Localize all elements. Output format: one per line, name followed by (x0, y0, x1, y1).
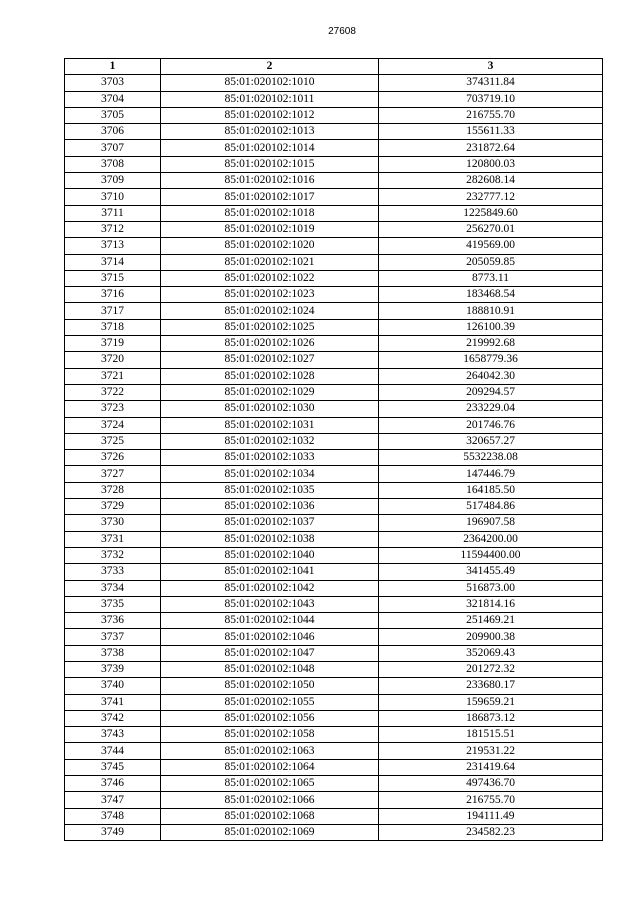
row-number-cell: 3720 (65, 352, 161, 368)
table-row (65, 547, 603, 563)
row-number-cell: 3736 (65, 613, 161, 629)
row-number-cell: 3706 (65, 124, 161, 140)
row-number-cell: 3742 (65, 710, 161, 726)
row-number-cell: 3747 (65, 792, 161, 808)
cadastral-number-cell: 85:01:020102:1056 (161, 710, 379, 726)
cadastral-number-cell: 85:01:020102:1012 (161, 107, 379, 123)
table-row (65, 140, 603, 156)
table-row (65, 580, 603, 596)
value-cell: 374311.84 (379, 75, 603, 91)
row-number-cell: 3726 (65, 450, 161, 466)
cadastral-number-cell: 85:01:020102:1048 (161, 661, 379, 677)
value-cell: 232777.12 (379, 189, 603, 205)
row-number-cell: 3745 (65, 759, 161, 775)
cadastral-number-cell: 85:01:020102:1058 (161, 727, 379, 743)
row-number-cell: 3749 (65, 824, 161, 840)
table-row (65, 596, 603, 612)
row-number-cell: 3739 (65, 661, 161, 677)
table-body (65, 75, 603, 841)
row-number-cell: 3731 (65, 531, 161, 547)
row-number-cell: 3738 (65, 645, 161, 661)
page-number: 27608 (328, 26, 356, 37)
row-number-cell: 3716 (65, 287, 161, 303)
table-row (65, 499, 603, 515)
value-cell: 201746.76 (379, 417, 603, 433)
column-header-value: 3 (379, 59, 603, 75)
cadastral-number-cell: 85:01:020102:1023 (161, 287, 379, 303)
cadastral-number-cell: 85:01:020102:1011 (161, 91, 379, 107)
value-cell: 321814.16 (379, 596, 603, 612)
row-number-cell: 3707 (65, 140, 161, 156)
table-header (65, 59, 603, 75)
cadastral-number-cell: 85:01:020102:1025 (161, 319, 379, 335)
row-number-cell: 3730 (65, 515, 161, 531)
row-number-cell: 3722 (65, 384, 161, 400)
value-cell: 194111.49 (379, 808, 603, 824)
column-header-number: 1 (65, 59, 161, 75)
value-cell: 282608.14 (379, 173, 603, 189)
cadastral-number-cell: 85:01:020102:1034 (161, 466, 379, 482)
cadastral-number-cell: 85:01:020102:1044 (161, 613, 379, 629)
cadastral-number-cell: 85:01:020102:1066 (161, 792, 379, 808)
value-cell: 147446.79 (379, 466, 603, 482)
value-cell: 219531.22 (379, 743, 603, 759)
row-number-cell: 3703 (65, 75, 161, 91)
value-cell: 205059.85 (379, 254, 603, 270)
table-row (65, 384, 603, 400)
cadastral-number-cell: 85:01:020102:1038 (161, 531, 379, 547)
table-row (65, 270, 603, 286)
value-cell: 159659.21 (379, 694, 603, 710)
row-number-cell: 3729 (65, 499, 161, 515)
cadastral-number-cell: 85:01:020102:1055 (161, 694, 379, 710)
table-row (65, 515, 603, 531)
table-row (65, 173, 603, 189)
cadastral-number-cell: 85:01:020102:1043 (161, 596, 379, 612)
row-number-cell: 3733 (65, 564, 161, 580)
cadastral-number-cell: 85:01:020102:1018 (161, 205, 379, 221)
cadastral-number-cell: 85:01:020102:1041 (161, 564, 379, 580)
value-cell: 231872.64 (379, 140, 603, 156)
cadastral-number-cell: 85:01:020102:1020 (161, 238, 379, 254)
value-cell: 703719.10 (379, 91, 603, 107)
cadastral-number-cell: 85:01:020102:1024 (161, 303, 379, 319)
value-cell: 181515.51 (379, 727, 603, 743)
row-number-cell: 3717 (65, 303, 161, 319)
cadastral-number-cell: 85:01:020102:1069 (161, 824, 379, 840)
table-row (65, 156, 603, 172)
row-number-cell: 3732 (65, 547, 161, 563)
value-cell: 183468.54 (379, 287, 603, 303)
value-cell: 11594400.00 (379, 547, 603, 563)
cadastral-number-cell: 85:01:020102:1050 (161, 678, 379, 694)
row-number-cell: 3709 (65, 173, 161, 189)
value-cell: 219992.68 (379, 336, 603, 352)
value-cell: 186873.12 (379, 710, 603, 726)
row-number-cell: 3708 (65, 156, 161, 172)
table-row (65, 482, 603, 498)
cadastral-number-cell: 85:01:020102:1047 (161, 645, 379, 661)
table-row (65, 124, 603, 140)
column-header-cadastral-number: 2 (161, 59, 379, 75)
value-cell: 251469.21 (379, 613, 603, 629)
cadastral-number-cell: 85:01:020102:1032 (161, 433, 379, 449)
value-cell: 352069.43 (379, 645, 603, 661)
table-row (65, 319, 603, 335)
cadastral-number-cell: 85:01:020102:1014 (161, 140, 379, 156)
table-row (65, 645, 603, 661)
table-row (65, 287, 603, 303)
table-row (65, 466, 603, 482)
value-cell: 126100.39 (379, 319, 603, 335)
row-number-cell: 3723 (65, 401, 161, 417)
table-row (65, 417, 603, 433)
table-row (65, 368, 603, 384)
table-row (65, 401, 603, 417)
table-row (65, 792, 603, 808)
table-row (65, 629, 603, 645)
cadastral-number-cell: 85:01:020102:1028 (161, 368, 379, 384)
value-cell: 201272.32 (379, 661, 603, 677)
row-number-cell: 3741 (65, 694, 161, 710)
table-row (65, 776, 603, 792)
value-cell: 1225849.60 (379, 205, 603, 221)
row-number-cell: 3714 (65, 254, 161, 270)
table-row (65, 564, 603, 580)
cadastral-number-cell: 85:01:020102:1019 (161, 221, 379, 237)
table-row (65, 205, 603, 221)
row-number-cell: 3734 (65, 580, 161, 596)
table-row (65, 336, 603, 352)
row-number-cell: 3735 (65, 596, 161, 612)
row-number-cell: 3712 (65, 221, 161, 237)
value-cell: 231419.64 (379, 759, 603, 775)
cadastral-number-cell: 85:01:020102:1035 (161, 482, 379, 498)
row-number-cell: 3728 (65, 482, 161, 498)
value-cell: 155611.33 (379, 124, 603, 140)
value-cell: 209294.57 (379, 384, 603, 400)
row-number-cell: 3746 (65, 776, 161, 792)
cadastral-number-cell: 85:01:020102:1015 (161, 156, 379, 172)
cadastral-number-cell: 85:01:020102:1029 (161, 384, 379, 400)
table-row (65, 661, 603, 677)
row-number-cell: 3705 (65, 107, 161, 123)
row-number-cell: 3704 (65, 91, 161, 107)
table-row (65, 808, 603, 824)
cadastral-number-cell: 85:01:020102:1065 (161, 776, 379, 792)
table-row (65, 678, 603, 694)
value-cell: 233680.17 (379, 678, 603, 694)
row-number-cell: 3725 (65, 433, 161, 449)
value-cell: 1658779.36 (379, 352, 603, 368)
value-cell: 2364200.00 (379, 531, 603, 547)
row-number-cell: 3713 (65, 238, 161, 254)
cadastral-number-cell: 85:01:020102:1037 (161, 515, 379, 531)
table-row (65, 221, 603, 237)
cadastral-number-cell: 85:01:020102:1046 (161, 629, 379, 645)
cadastral-number-cell: 85:01:020102:1013 (161, 124, 379, 140)
cadastral-value-table (64, 58, 603, 841)
cadastral-number-cell: 85:01:020102:1031 (161, 417, 379, 433)
value-cell: 8773.11 (379, 270, 603, 286)
header-row (65, 59, 603, 75)
value-cell: 233229.04 (379, 401, 603, 417)
cadastral-number-cell: 85:01:020102:1036 (161, 499, 379, 515)
row-number-cell: 3743 (65, 727, 161, 743)
value-cell: 517484.86 (379, 499, 603, 515)
value-cell: 256270.01 (379, 221, 603, 237)
cadastral-number-cell: 85:01:020102:1016 (161, 173, 379, 189)
table-row (65, 694, 603, 710)
cadastral-number-cell: 85:01:020102:1033 (161, 450, 379, 466)
table-row (65, 352, 603, 368)
row-number-cell: 3727 (65, 466, 161, 482)
row-number-cell: 3724 (65, 417, 161, 433)
table-row (65, 433, 603, 449)
value-cell: 209900.38 (379, 629, 603, 645)
row-number-cell: 3744 (65, 743, 161, 759)
value-cell: 196907.58 (379, 515, 603, 531)
cadastral-number-cell: 85:01:020102:1017 (161, 189, 379, 205)
row-number-cell: 3710 (65, 189, 161, 205)
cadastral-number-cell: 85:01:020102:1022 (161, 270, 379, 286)
cadastral-number-cell: 85:01:020102:1068 (161, 808, 379, 824)
table-row (65, 531, 603, 547)
value-cell: 216755.70 (379, 107, 603, 123)
row-number-cell: 3719 (65, 336, 161, 352)
cadastral-number-cell: 85:01:020102:1063 (161, 743, 379, 759)
table-row (65, 189, 603, 205)
value-cell: 216755.70 (379, 792, 603, 808)
row-number-cell: 3748 (65, 808, 161, 824)
table-row (65, 759, 603, 775)
cadastral-number-cell: 85:01:020102:1027 (161, 352, 379, 368)
value-cell: 497436.70 (379, 776, 603, 792)
table-row (65, 238, 603, 254)
table-row (65, 824, 603, 840)
value-cell: 120800.03 (379, 156, 603, 172)
row-number-cell: 3718 (65, 319, 161, 335)
row-number-cell: 3711 (65, 205, 161, 221)
cadastral-number-cell: 85:01:020102:1042 (161, 580, 379, 596)
row-number-cell: 3721 (65, 368, 161, 384)
table-row (65, 75, 603, 91)
table-row (65, 727, 603, 743)
value-cell: 516873.00 (379, 580, 603, 596)
cadastral-number-cell: 85:01:020102:1026 (161, 336, 379, 352)
value-cell: 234582.23 (379, 824, 603, 840)
value-cell: 188810.91 (379, 303, 603, 319)
table-row (65, 254, 603, 270)
value-cell: 419569.00 (379, 238, 603, 254)
cadastral-number-cell: 85:01:020102:1010 (161, 75, 379, 91)
cadastral-number-cell: 85:01:020102:1064 (161, 759, 379, 775)
cadastral-number-cell: 85:01:020102:1040 (161, 547, 379, 563)
value-cell: 264042.30 (379, 368, 603, 384)
table-row (65, 303, 603, 319)
value-cell: 164185.50 (379, 482, 603, 498)
row-number-cell: 3737 (65, 629, 161, 645)
table-row (65, 710, 603, 726)
table-row (65, 613, 603, 629)
value-cell: 341455.49 (379, 564, 603, 580)
table-row (65, 743, 603, 759)
cadastral-number-cell: 85:01:020102:1021 (161, 254, 379, 270)
row-number-cell: 3740 (65, 678, 161, 694)
table-row (65, 91, 603, 107)
row-number-cell: 3715 (65, 270, 161, 286)
cadastral-number-cell: 85:01:020102:1030 (161, 401, 379, 417)
table-row (65, 450, 603, 466)
table-row (65, 107, 603, 123)
value-cell: 5532238.08 (379, 450, 603, 466)
value-cell: 320657.27 (379, 433, 603, 449)
